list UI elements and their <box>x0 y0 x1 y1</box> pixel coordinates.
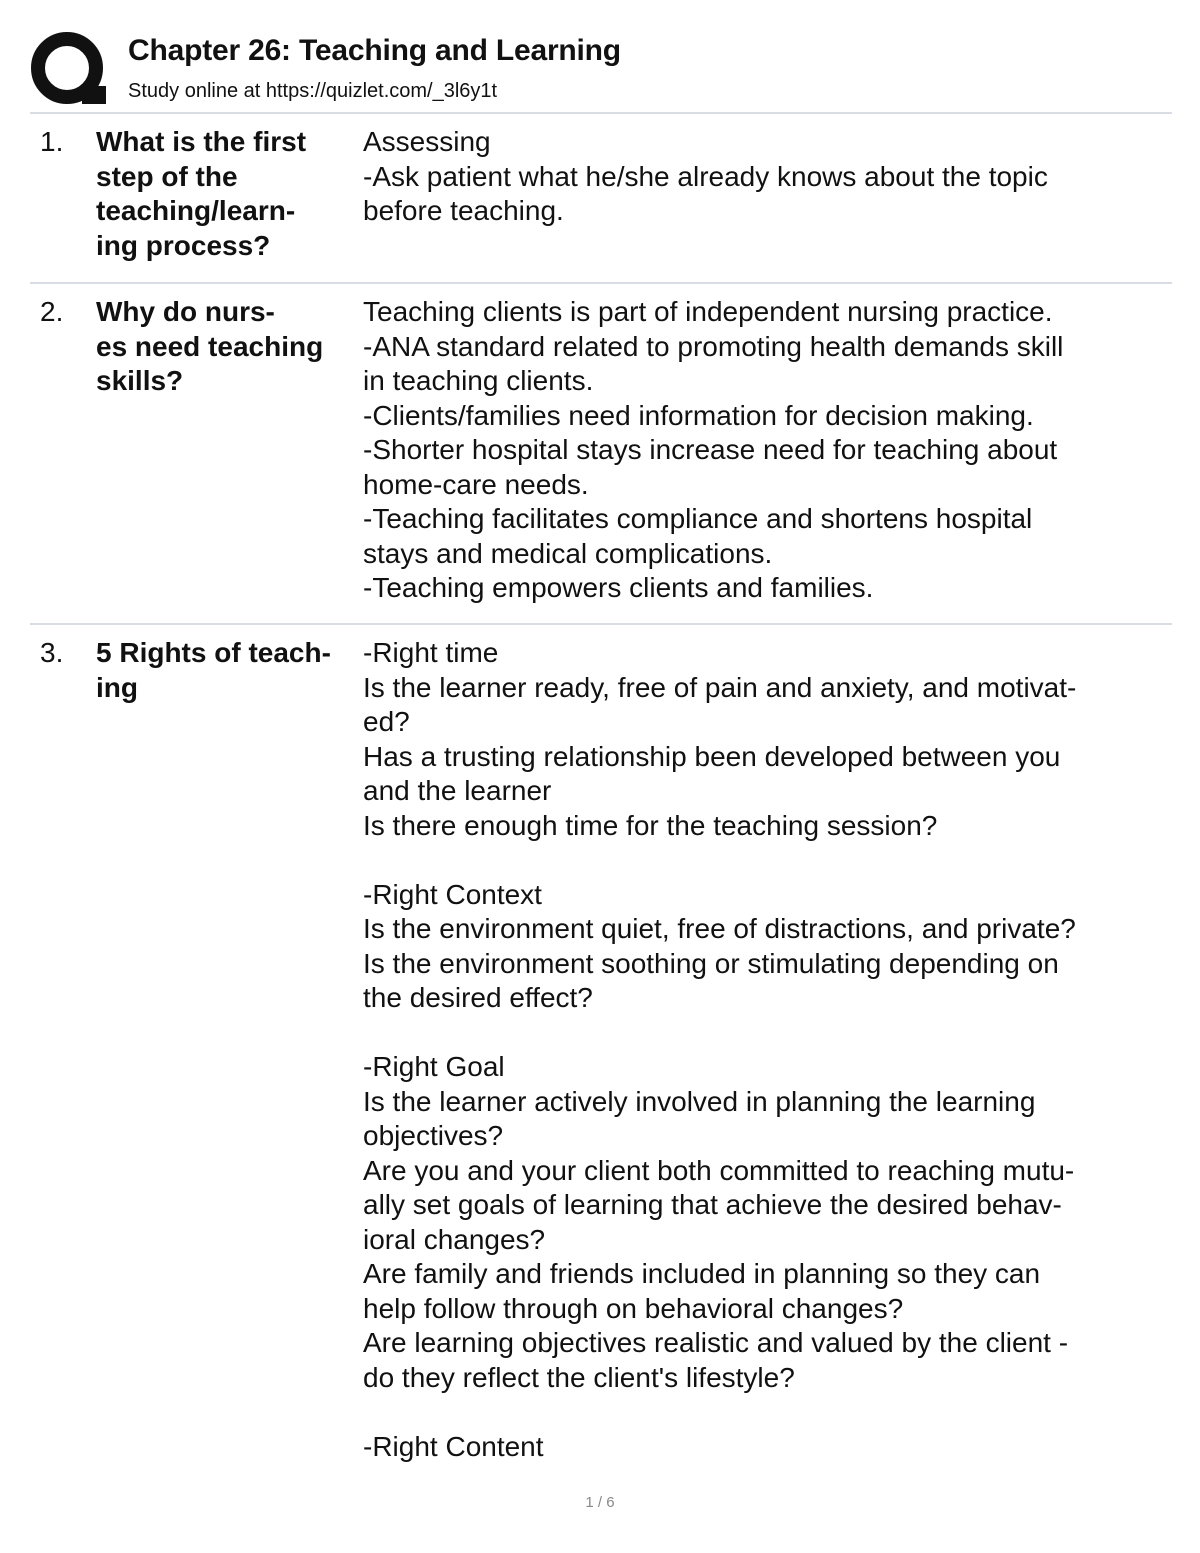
definition-line: in teaching clients. <box>363 365 594 396</box>
term-line: Why do nurs- <box>96 296 275 327</box>
term-line: step of the <box>96 160 238 192</box>
document-title: Chapter 26: Teaching and Learning <box>128 34 621 67</box>
page-indicator: 1 / 6 <box>585 1494 615 1511</box>
card-number: 2. <box>40 296 64 327</box>
card-divider <box>30 623 1172 625</box>
definition-line: -Teaching empowers clients and families. <box>363 572 874 603</box>
definition-line: before teaching. <box>363 195 564 226</box>
definition-line: objectives? <box>363 1120 504 1151</box>
card-definition <box>363 125 1168 229</box>
definition-line: and the learner <box>363 775 552 806</box>
definition-line: Are learning objectives realistic and valued by the client - <box>363 1327 1069 1358</box>
header-divider <box>30 112 1172 114</box>
card-definition <box>363 295 1168 606</box>
term-line: ing <box>96 671 138 703</box>
definition-line: the desired effect? <box>363 982 593 1013</box>
definition-line: Teaching clients is part of independent nursing practice. <box>363 296 1053 327</box>
term-line: es need teaching <box>96 330 324 362</box>
definition-line: -Clients/families need information for decision making. <box>363 399 1034 431</box>
definition-line: Is the learner ready, free of pain and anxiety, and motivat- <box>363 671 1077 703</box>
card-definition <box>363 636 1168 1464</box>
definition-line: -ANA standard related to promoting health demands skill <box>363 330 1064 362</box>
definition-line: -Right Context <box>363 878 542 910</box>
definition-line <box>363 1016 1168 1051</box>
card-term <box>96 125 358 263</box>
definition-line: Are you and your client both committed to reaching mutu- <box>363 1154 1075 1186</box>
definition-line: ioral changes? <box>363 1223 546 1255</box>
definition-line: -Right time <box>363 637 499 668</box>
definition-line: Is the environment soothing or stimulating depending on <box>363 947 1059 979</box>
definition-line: Are family and friends included in planning so they can <box>363 1258 1041 1289</box>
definition-line: -Shorter hospital stays increase need for teaching about <box>363 434 1058 465</box>
definition-line: ed? <box>363 706 410 737</box>
quizlet-logo-icon <box>30 30 108 108</box>
definition-line: stays and medical complications. <box>363 537 773 569</box>
definition-line: home-care needs. <box>363 468 589 500</box>
definition-line: Assessing <box>363 126 491 157</box>
term-line: skills? <box>96 365 184 396</box>
definition-line: ally set goals of learning that achieve the desired behav- <box>363 1189 1062 1220</box>
term-line: 5 Rights of teach- <box>96 637 331 668</box>
definition-line <box>363 843 1168 878</box>
definition-line: -Right Content <box>363 1430 544 1462</box>
definition-line: Is the learner actively involved in planning the learning <box>363 1085 1036 1117</box>
card-term <box>96 636 358 705</box>
card-number: 3. <box>40 637 64 668</box>
definition-line: -Right Goal <box>363 1051 505 1082</box>
definition-line: Has a trusting relationship been developed between you <box>363 740 1061 772</box>
card-term <box>96 295 358 399</box>
document-header <box>30 30 1172 108</box>
card-number: 1. <box>40 126 64 157</box>
definition-line: Is there enough time for the teaching session? <box>363 809 938 841</box>
term-line: ing process? <box>96 229 271 261</box>
card-divider <box>30 282 1172 284</box>
term-line: teaching/learn- <box>96 195 296 226</box>
definition-line: -Teaching facilitates compliance and shortens hospital <box>363 503 1033 534</box>
definition-line <box>363 1395 1168 1430</box>
term-line: What is the first <box>96 126 307 157</box>
definition-line: help follow through on behavioral changes? <box>363 1292 904 1324</box>
definition-line: do they reflect the client's lifestyle? <box>363 1361 795 1393</box>
study-online-link[interactable]: Study online at https://quizlet.com/_3l6y1t <box>128 80 498 102</box>
definition-line: Is the environment quiet, free of distractions, and private? <box>363 913 1076 944</box>
definition-line: -Ask patient what he/she already knows about the topic <box>363 160 1048 192</box>
